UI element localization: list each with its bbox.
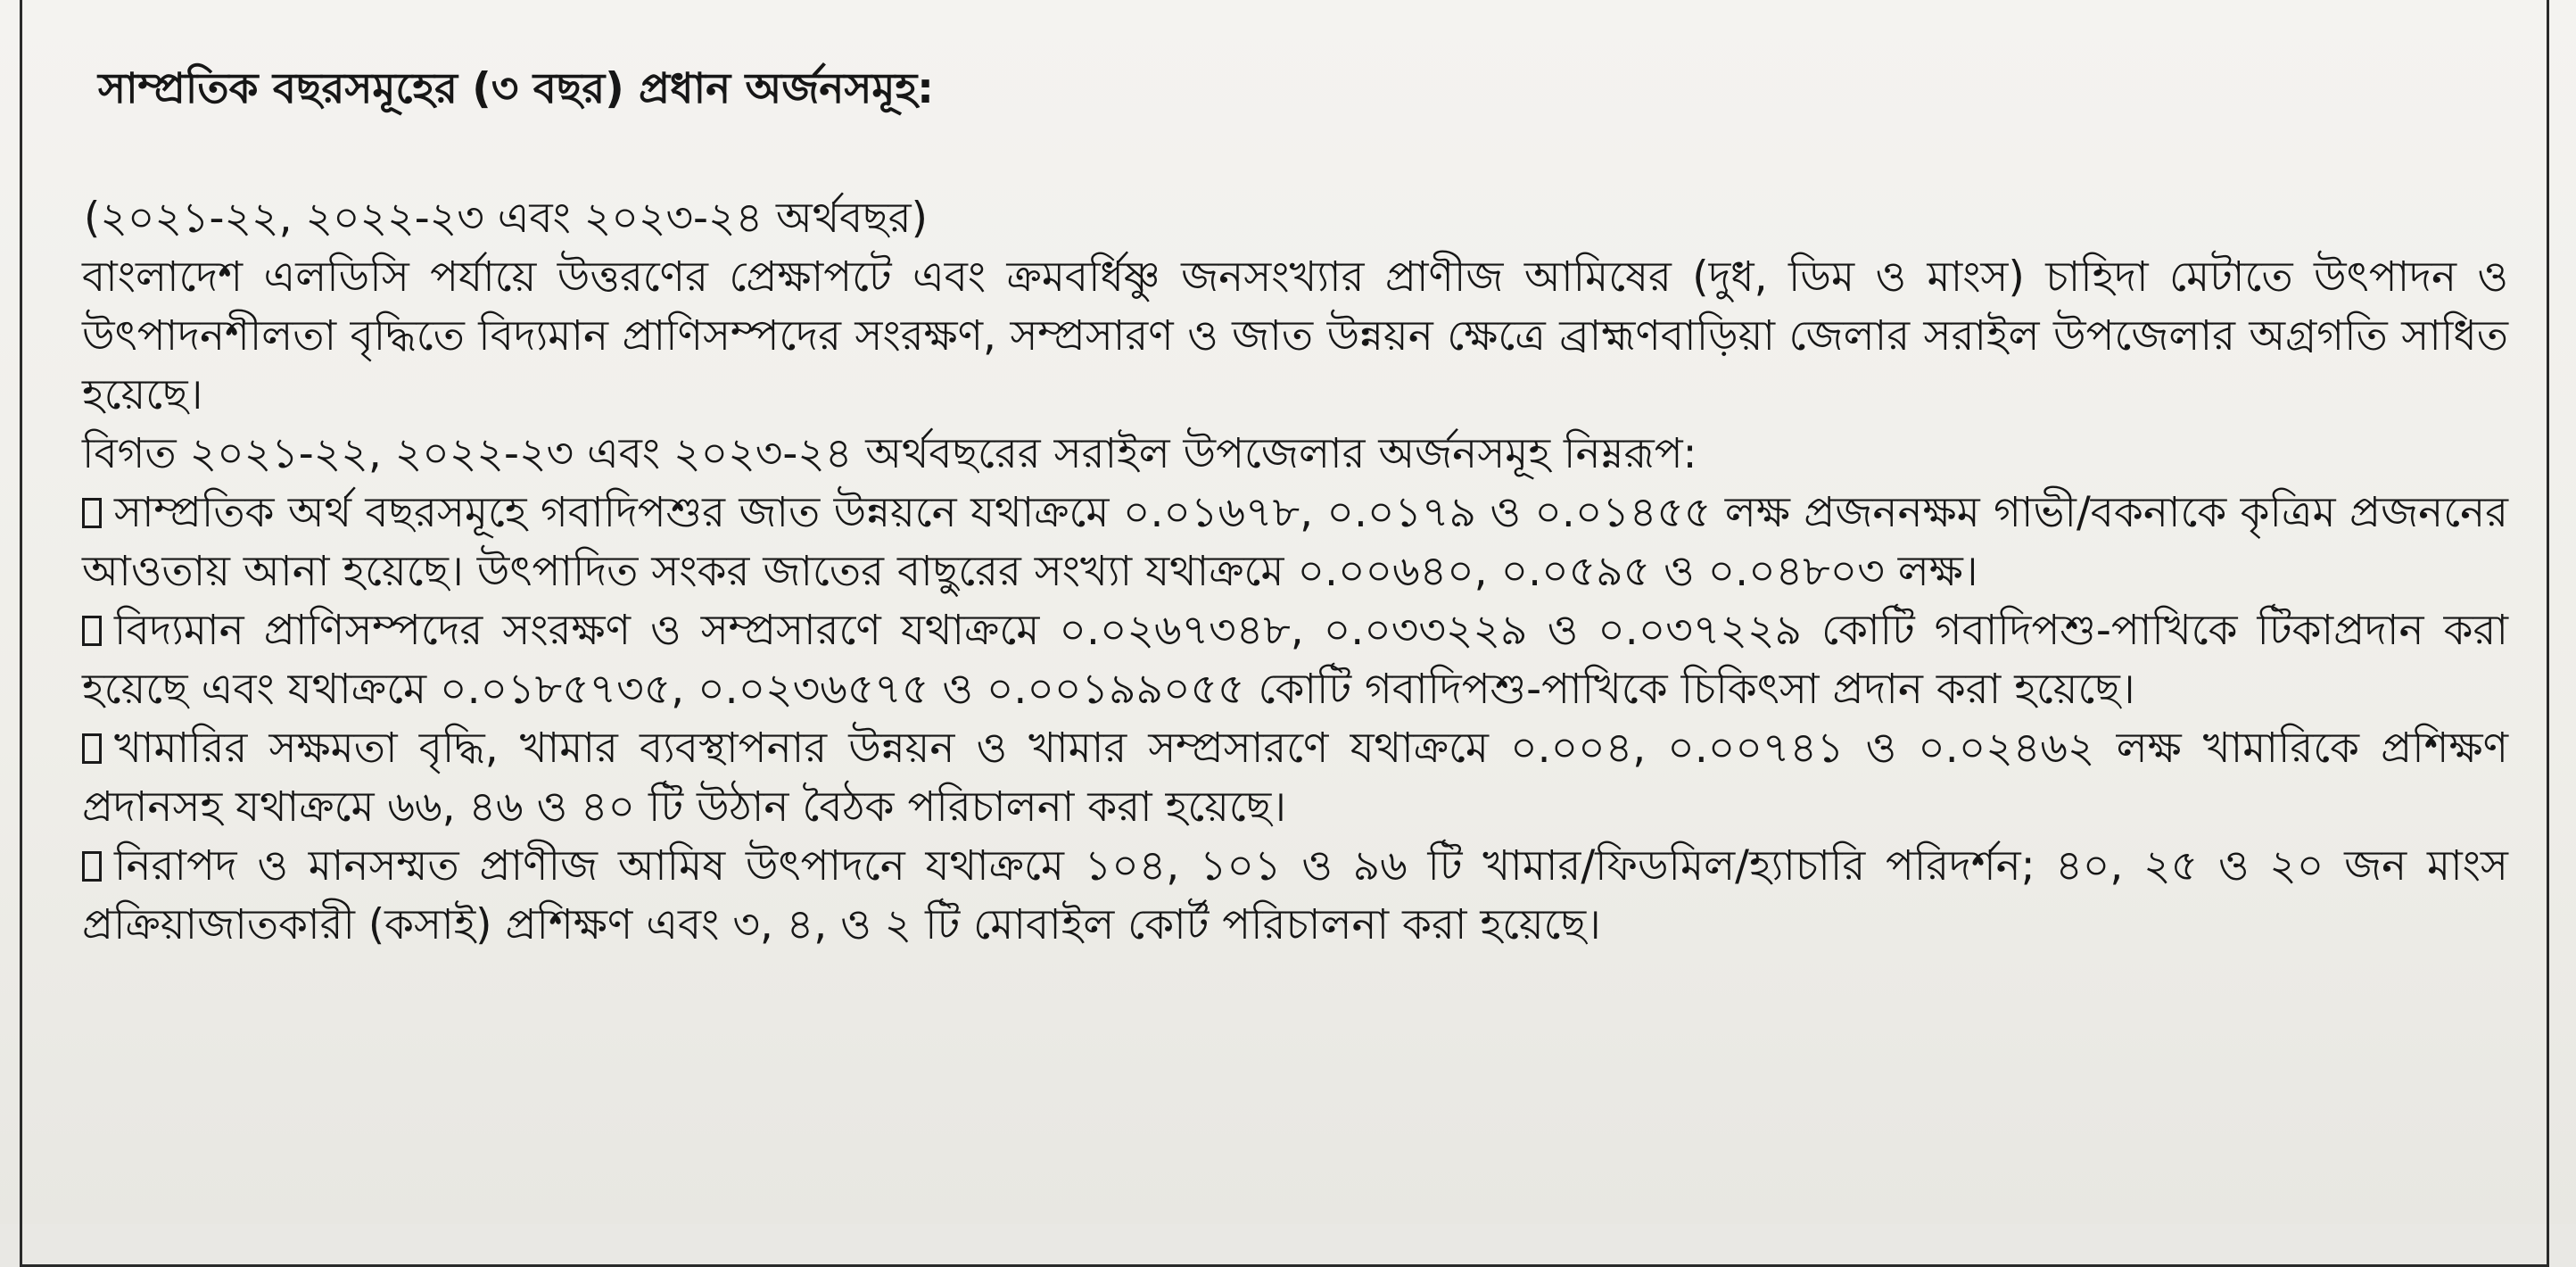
bullet-box-icon: [82, 733, 102, 764]
achievement-text: বিদ্যমান প্রাণিসম্পদের সংরক্ষণ ও সম্প্রসারণে যথাক্রমে ০.০২৬৭৩৪৮, ০.০৩৩২২৯ ও ০.০৩৭২২৯ কোটি গবাদিপশু-পাখিকে টিকাপ্রদান করা হয়েছে এবং যথাক্রমে ০.০১৮৫৭৩৫, ০.০২৩৬৫৭৫ ও ০.০০১৯৯০৫৫ কোটি গবাদিপশু-পাখিকে চিকিৎসা প্রদান করা হয়েছে।: [82, 606, 2508, 714]
achievement-item: [82, 837, 2508, 955]
achievements-lead: বিগত ২০২১-২২, ২০২২-২৩ এবং ২০২৩-২৪ অর্থবছরের সরাইল উপজেলার অর্জনসমূহ নিম্নরূপ:: [82, 429, 1697, 478]
achievement-text: নিরাপদ ও মানসম্মত প্রাণীজ আমিষ উৎপাদনে যথাক্রমে ১০৪, ১০১ ও ৯৬ টি খামার/ফিডমিল/হ্যাচারি পরিদর্শন; ৪০, ২৫ ও ২০ জন মাংস প্রক্রিয়াজাতকারী (কসাই) প্রশিক্ষণ এবং ৩, ৪, ও ২ টি মোবাইল কোর্ট পরিচালনা করা হয়েছে।: [82, 841, 2508, 949]
fiscal-year-range: (২০২১-২২, ২০২২-২৩ এবং ২০২৩-২৪ অর্থবছর): [84, 194, 928, 243]
bullet-box-icon: [82, 498, 102, 528]
bullet-box-icon: [82, 616, 102, 646]
achievement-item: [82, 484, 2508, 601]
document-body: [82, 54, 2508, 955]
achievement-text: খামারির সক্ষমতা বৃদ্ধি, খামার ব্যবস্থাপনার উন্নয়ন ও খামার সম্প্রসারণে যথাক্রমে ০.০০৪, ০.০০৭৪১ ও ০.০২৪৬২ লক্ষ খামারিকে প্রশিক্ষণ প্রদানসহ যথাক্রমে ৬৬, ৪৬ ও ৪০ টি উঠান বৈঠক পরিচালনা করা হয়েছে।: [82, 724, 2508, 832]
achievement-item: [82, 719, 2508, 837]
intro-paragraph: বাংলাদেশ এলডিসি পর্যায়ে উত্তরণের প্রেক্ষাপটে এবং ক্রমবর্ধিষ্ণু জনসংখ্যার প্রাণীজ আমিষের (দুধ, ডিম ও মাংস) চাহিদা মেটাতে উৎপাদন ও উৎপাদনশীলতা বৃদ্ধিতে বিদ্যমান প্রাণিসম্পদের সংরক্ষণ, সম্প্রসারণ ও জাত উন্নয়ন ক্ষেত্রে ব্রাহ্মণবাড়িয়া জেলার সরাইল উপজেলার অগ্রগতি সাধিত হয়েছে।: [82, 253, 2508, 419]
achievement-text: সাম্প্রতিক অর্থ বছরসমূহে গবাদিপশুর জাত উন্নয়নে যথাক্রমে ০.০১৬৭৮, ০.০১৭৯ ও ০.০১৪৫৫ লক্ষ প্রজননক্ষম গাভী/বকনাকে কৃত্রিম প্রজননের আওতায় আনা হয়েছে। উৎপাদিত সংকর জাতের বাছুরের সংখ্যা যথাক্রমে ০.০০৬৪০, ০.০৫৯৫ ও ০.০৪৮০৩ লক্ষ।: [82, 488, 2508, 596]
bullet-box-icon: [82, 851, 102, 882]
achievement-item: [82, 601, 2508, 719]
section-heading: সাম্প্রতিক বছরসমূহের (৩ বছর) প্রধান অর্জনসমূহ:: [98, 64, 934, 113]
